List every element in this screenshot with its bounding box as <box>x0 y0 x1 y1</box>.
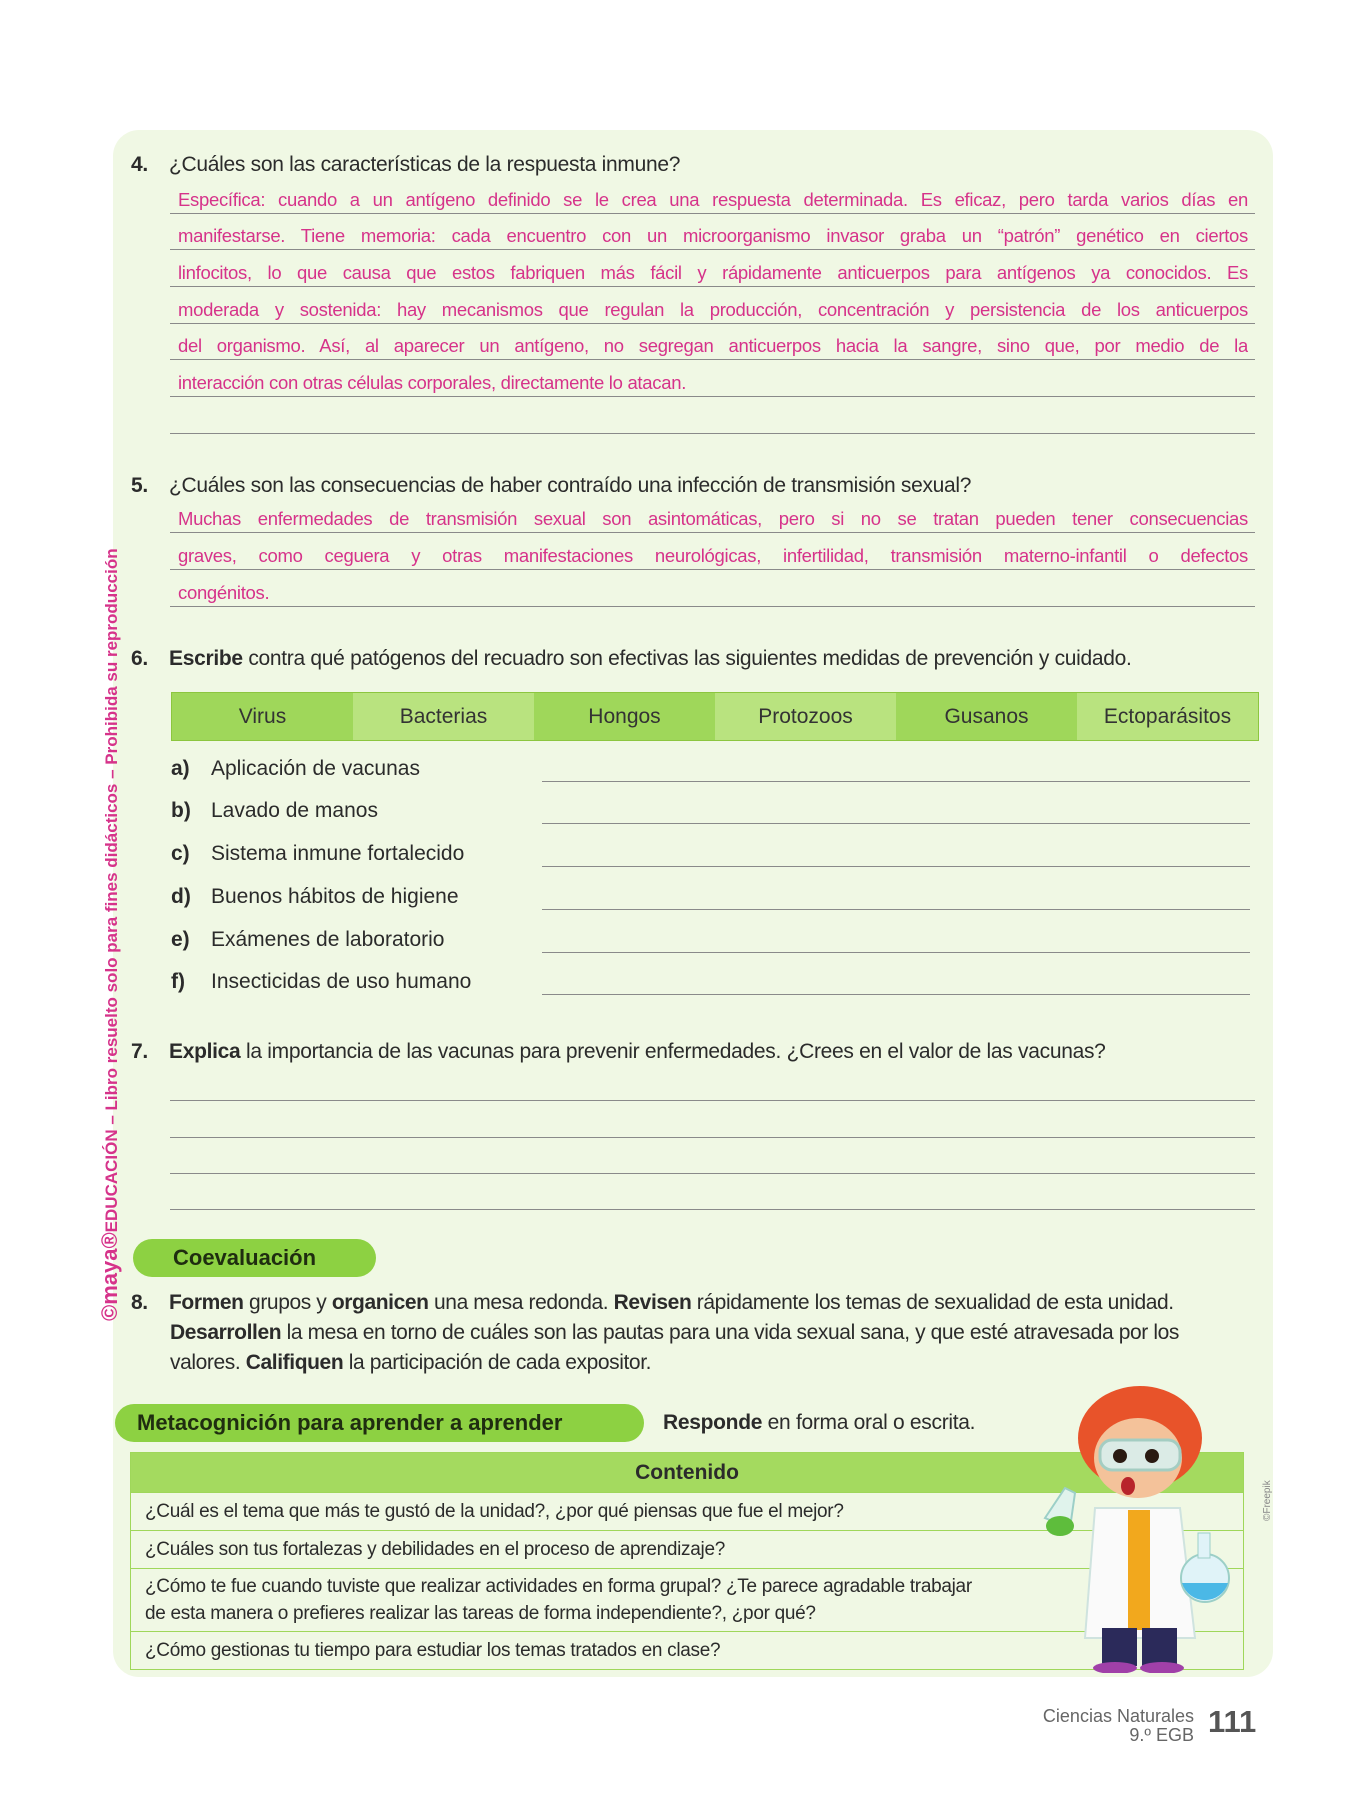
answer-text: linfocitos, lo que causa que estos fabriquen más fácil y rápidamente anticuerpos para antígenos ya conocidos. Es <box>178 262 1248 283</box>
answer-line[interactable] <box>170 532 1255 533</box>
pathogen-cell: Gusanos <box>896 693 1077 740</box>
answer-text: interacción con otras células corporales, directamente lo atacan. <box>178 372 687 393</box>
answer-line[interactable] <box>170 606 1255 607</box>
item-letter: d) <box>171 885 191 908</box>
table-row: ¿Cuáles son tus fortalezas y debilidades en el proceso de aprendizaje? <box>131 1530 1243 1568</box>
answer-line[interactable] <box>170 569 1255 570</box>
pathogen-box <box>171 692 1259 741</box>
answer-line[interactable] <box>542 909 1250 910</box>
item-text: Lavado de manos <box>211 799 378 822</box>
answer-line[interactable] <box>542 952 1250 953</box>
answer-line[interactable] <box>170 433 1255 434</box>
question-4: 4. ¿Cuáles son las características de la respuesta inmune? <box>131 153 681 176</box>
answer-text: Muchas enfermedades de transmisión sexual son asintomáticas, pero si no se tratan pueden tener consecuencias <box>178 508 1248 529</box>
pathogen-cell: Protozoos <box>715 693 896 740</box>
measure-item <box>171 757 420 781</box>
item-text: Sistema inmune fortalecido <box>211 842 465 865</box>
item-letter: e) <box>171 928 190 951</box>
answer-line[interactable] <box>170 323 1255 324</box>
question-8-line3: valores. Califiquen la participación de cada expositor. <box>170 1351 652 1374</box>
question-6: 6. Escribe contra qué patógenos del recuadro son efectivas las siguientes medidas de prevención y cuidado. <box>131 647 1132 670</box>
table-row: ¿Cómo te fue cuando tuviste que realizar actividades en forma grupal? ¿Te parece agradable trabajar de esta manera o prefieres realizar las tareas de forma independiente?, ¿por qué? <box>131 1568 1243 1631</box>
answer-line[interactable] <box>170 396 1255 397</box>
answer-line[interactable] <box>542 781 1250 782</box>
table-row: ¿Cuál es el tema que más te gustó de la unidad?, ¿por qué piensas que fue el mejor? <box>131 1492 1243 1530</box>
answer-text: Específica: cuando a un antígeno definido se le crea una respuesta determinada. Es eficaz, pero tarda varios días en <box>178 189 1248 210</box>
page-number: 111 <box>1208 1704 1257 1739</box>
pathogen-cell: Virus <box>172 693 353 740</box>
copyright-text: EDUCACIÓN – Libro resuelto solo para fines didácticos – Prohibida su reproducción <box>102 548 121 1233</box>
pathogen-cell: Ectoparásitos <box>1077 693 1258 740</box>
answer-text: del organismo. Así, al aparecer un antígeno, no segregan anticuerpos hacia la sangre, sino que, por medio de la <box>178 335 1248 356</box>
answer-line[interactable] <box>170 1209 1255 1210</box>
item-text: Buenos hábitos de higiene <box>211 885 459 908</box>
copyright-sidebar <box>97 548 123 1321</box>
grade-label: 9.º EGB <box>1129 1725 1194 1745</box>
meta-instruction: Responde en forma oral o escrita. <box>663 1411 976 1434</box>
brand-logo: ©maya® <box>97 1232 122 1321</box>
item-letter: f) <box>171 970 185 993</box>
scientist-illustration <box>1030 1378 1240 1673</box>
pathogen-cell: Bacterias <box>353 693 534 740</box>
subject-name: Ciencias Naturales <box>1042 1706 1194 1726</box>
answer-line[interactable] <box>542 866 1250 867</box>
measure-item <box>171 885 459 909</box>
item-letter: c) <box>171 842 190 865</box>
item-text: Insecticidas de uso humano <box>211 970 472 993</box>
answer-line[interactable] <box>170 1173 1255 1174</box>
coevaluacion-heading: Coevaluación <box>133 1239 376 1277</box>
answer-line[interactable] <box>542 823 1250 824</box>
answer-text: graves, como ceguera y otras manifestaciones neurológicas, infertilidad, transmisión materno-infantil o defectos <box>178 545 1248 566</box>
measure-item <box>171 842 464 866</box>
answer-text: congénitos. <box>178 582 270 603</box>
item-text: Aplicación de vacunas <box>211 757 420 780</box>
image-credit: ©Freepik <box>1262 1480 1273 1521</box>
answer-line[interactable] <box>170 1100 1255 1101</box>
answer-line[interactable] <box>170 249 1255 250</box>
footer-subject <box>1043 1707 1194 1745</box>
item-letter: b) <box>171 799 191 822</box>
question-8-line2: Desarrollen la mesa en torno de cuáles son las pautas para una vida sexual sana, y que esté atravesada por los <box>170 1321 1179 1344</box>
measure-item <box>171 799 378 823</box>
question-5: 5. ¿Cuáles son las consecuencias de haber contraído una infección de transmisión sexual? <box>131 474 972 497</box>
question-7: 7. Explica la importancia de las vacunas para prevenir enfermedades. ¿Crees en el valor de las vacunas? <box>131 1040 1106 1063</box>
answer-line[interactable] <box>542 994 1250 995</box>
question-8: 8. Formen grupos y organicen una mesa redonda. Revisen rápidamente los temas de sexualidad de esta unidad. <box>131 1291 1174 1314</box>
answer-line[interactable] <box>170 213 1255 214</box>
table-header: Contenido <box>131 1453 1243 1492</box>
answer-line[interactable] <box>170 359 1255 360</box>
table-row: ¿Cómo gestionas tu tiempo para estudiar los temas tratados en clase? <box>131 1631 1243 1669</box>
measure-item <box>171 928 444 952</box>
answer-text: manifestarse. Tiene memoria: cada encuentro con un microorganismo invasor graba un “patrón” genético en ciertos <box>178 225 1248 246</box>
metacognicion-heading: Metacognición para aprender a aprender <box>115 1404 644 1442</box>
answer-line[interactable] <box>170 1137 1255 1138</box>
answer-line[interactable] <box>170 286 1255 287</box>
pathogen-cell: Hongos <box>534 693 715 740</box>
item-text: Exámenes de laboratorio <box>211 928 445 951</box>
answer-text: moderada y sostenida: hay mecanismos que regulan la producción, concentración y persistencia de los anticuerpos <box>178 299 1248 320</box>
item-letter: a) <box>171 757 190 780</box>
measure-item <box>171 970 471 994</box>
